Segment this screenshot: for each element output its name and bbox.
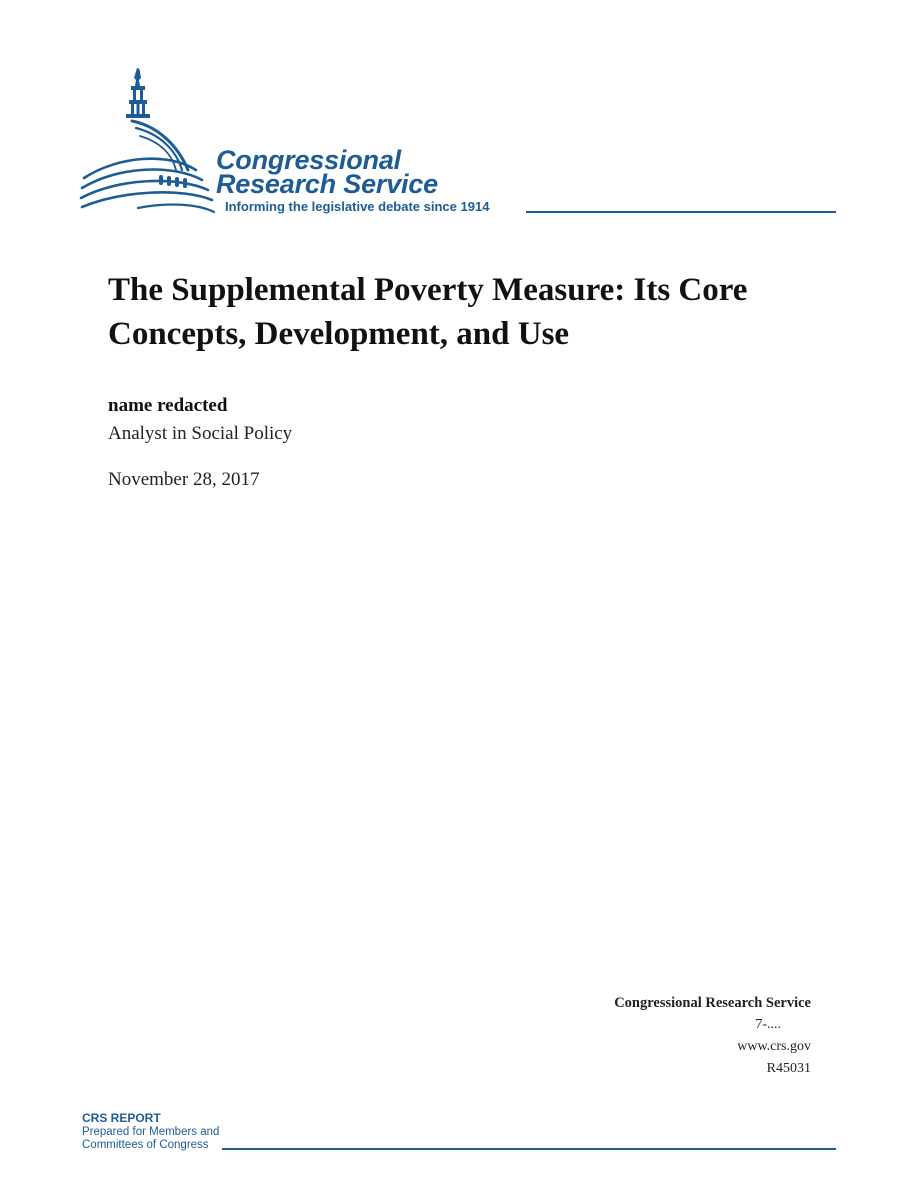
footer-label: CRS REPORT [82,1111,161,1125]
header-divider [526,211,836,213]
capitol-dome-icon [78,66,218,222]
brand-tagline: Informing the legislative debate since 1914 [225,199,490,214]
footer-line3: Committees of Congress [82,1139,209,1151]
footer-divider [222,1148,836,1150]
report-number: R45031 [766,1061,811,1076]
crs-logo [78,66,538,222]
report-date: November 28, 2017 [108,469,260,490]
footer-crs-report [82,1112,219,1153]
phone-number: 7-.... [755,1017,781,1032]
contact-block [614,992,811,1080]
author-name: name redacted [108,395,228,416]
brand-name-line2: Research Service [216,169,438,199]
author-role: Analyst in Social Policy [108,423,293,444]
website-link[interactable]: www.crs.gov [737,1039,811,1054]
brand-name-line1: Congressional [216,145,401,175]
footer-line2: Prepared for Members and [82,1125,220,1138]
org-name: Congressional Research Service [614,995,811,1011]
report-title: The Supplemental Poverty Measure: Its Core Concepts, Development, and Use [108,272,748,352]
